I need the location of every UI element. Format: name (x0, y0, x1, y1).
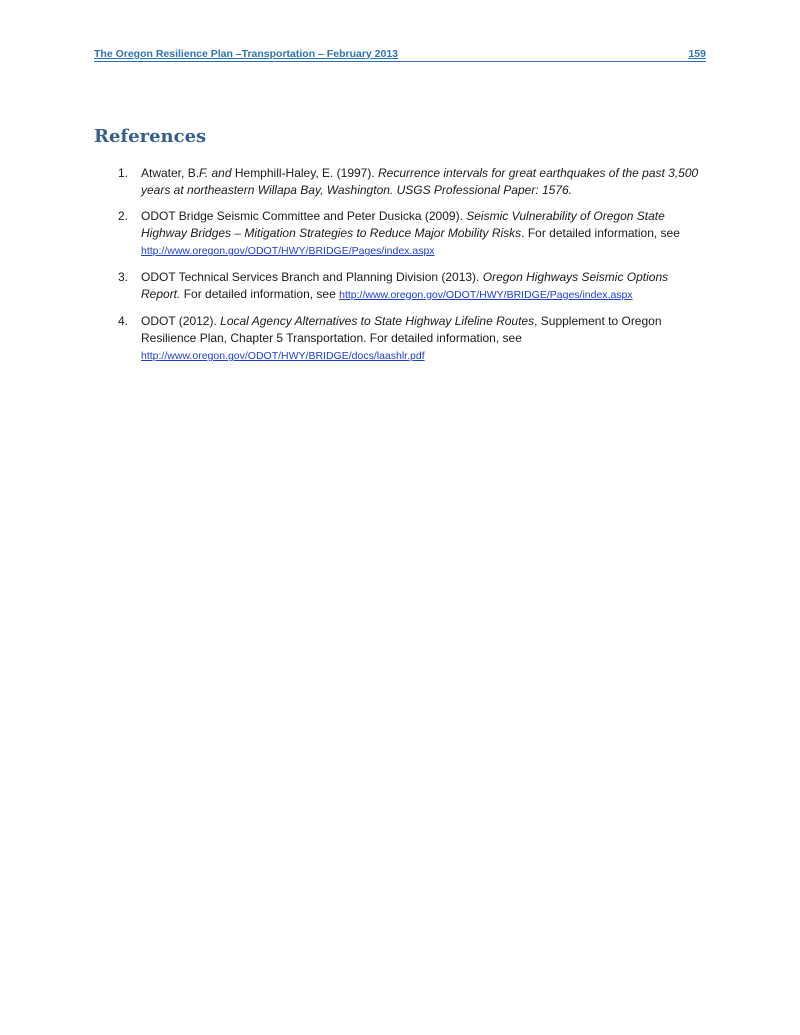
header-title: The Oregon Resilience Plan –Transportation – February 2013 (94, 48, 399, 60)
reference-item-1 (118, 165, 708, 199)
reference-lead: ODOT (2012). (141, 314, 221, 328)
reference-author-italic: F. and (199, 166, 232, 180)
reference-lead: ODOT Technical Services Branch and Planning Division (2013). (141, 270, 483, 284)
reference-author-2: Hemphill-Haley, E. (1997). (231, 166, 379, 180)
reference-tail: For detailed information, see (180, 287, 340, 301)
reference-number: 2. (118, 209, 129, 223)
reference-title: Seismic Vulnerability of Oregon State Highway Bridges – Mitigation Strategies to Reduce Major Mobility Risks (141, 209, 665, 240)
running-header (94, 48, 706, 62)
reference-title: Oregon Highways Seismic Options Report. (141, 270, 669, 301)
reference-link[interactable]: http://www.oregon.gov/ODOT/HWY/BRIDGE/docs/laashlr.pdf (141, 350, 425, 362)
reference-item-2 (118, 208, 708, 260)
reference-number: 3. (118, 270, 129, 284)
reference-title: Recurrence intervals for great earthquakes of the past 3,500 years at northeastern Willapa Bay, Washington. USGS Professional Paper: 1576. (141, 166, 699, 197)
reference-link[interactable]: http://www.oregon.gov/ODOT/HWY/BRIDGE/Pages/index.aspx (339, 289, 633, 301)
reference-number: 4. (118, 314, 129, 328)
reference-item-3 (118, 269, 708, 304)
reference-item-4 (118, 313, 708, 365)
reference-lead: ODOT Bridge Seismic Committee and Peter Dusicka (2009). (141, 209, 467, 223)
reference-tail: . For detailed information, see (521, 226, 680, 240)
reference-list (118, 165, 708, 374)
reference-author: Atwater, B. (141, 166, 200, 180)
section-title: References (94, 126, 207, 147)
reference-number: 1. (118, 166, 129, 180)
reference-tail: , Supplement to Oregon Resilience Plan, Chapter 5 Transportation. For detailed information, see (141, 314, 662, 345)
reference-title: Local Agency Alternatives to State Highway Lifeline Routes (220, 314, 535, 328)
header-page-number: 159 (688, 48, 706, 60)
reference-link[interactable]: http://www.oregon.gov/ODOT/HWY/BRIDGE/Pages/index.aspx (141, 245, 435, 257)
